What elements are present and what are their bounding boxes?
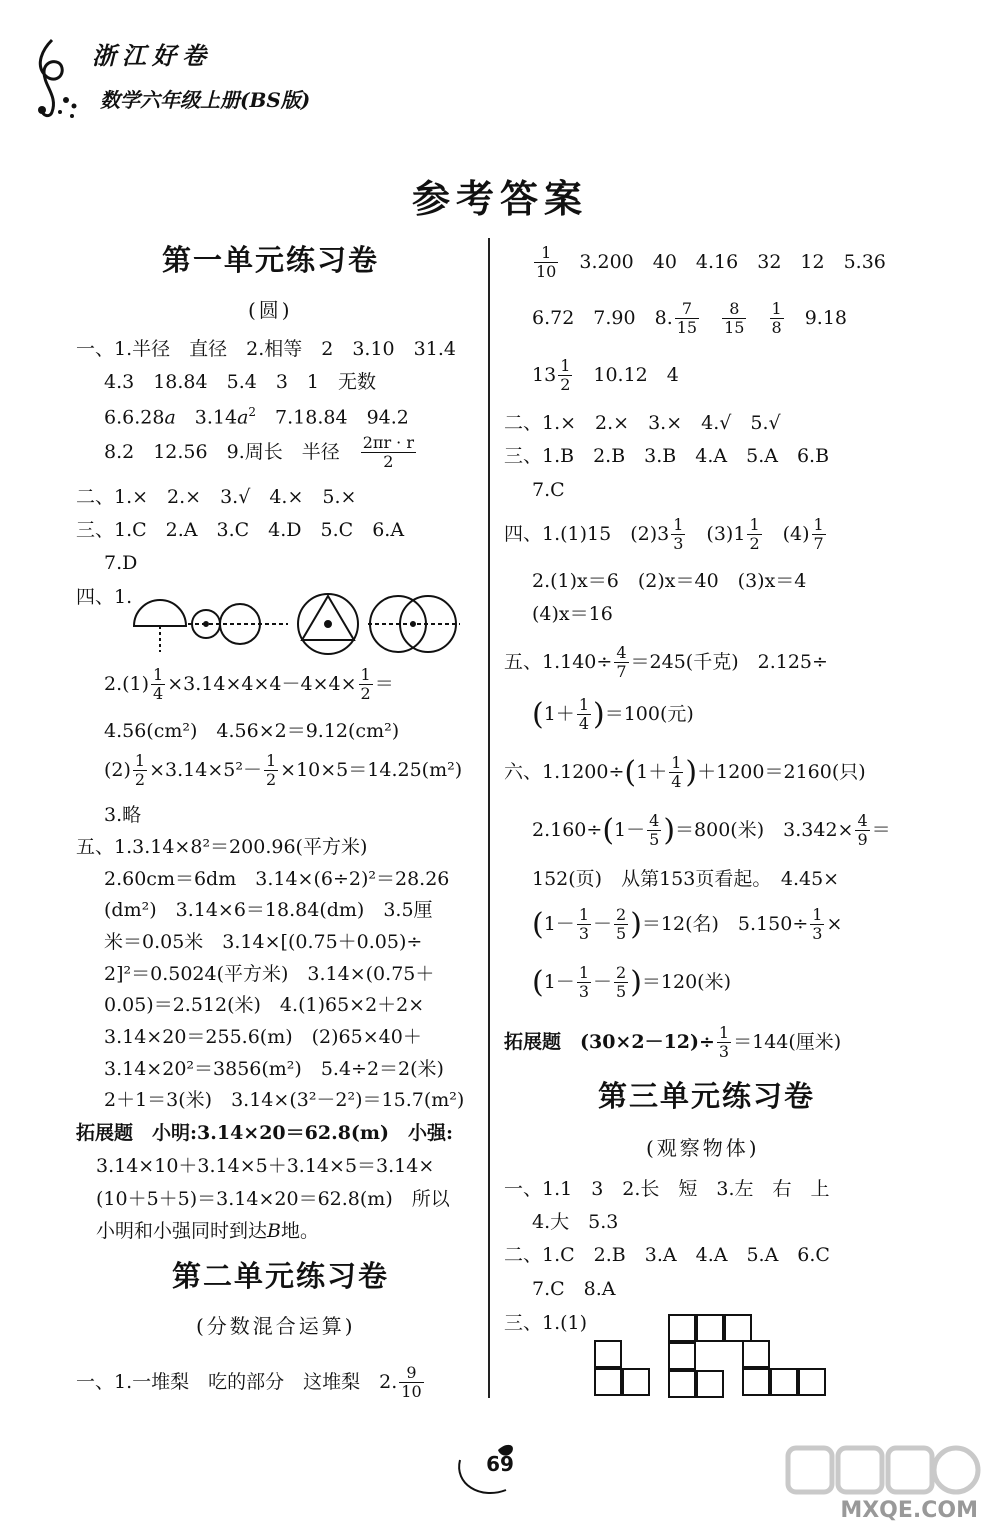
fraction [671, 516, 685, 554]
numerator: 1 [671, 753, 682, 772]
unit3-line-1: 一、1.1 3 2.长 短 3.左 右 上 [504, 1178, 830, 1200]
text-segment: 1－ [543, 970, 575, 993]
unit1-line-9 [104, 666, 394, 704]
numerator: 1 [265, 751, 277, 770]
text-segment: ＝245(千克) 2.125÷ [630, 650, 828, 673]
denominator: 4 [153, 684, 164, 704]
fraction [361, 434, 416, 472]
text-segment: (4) [763, 522, 810, 545]
block-square [742, 1340, 770, 1368]
text-segment: 一、1.一堆梨 吃的部分 这堆梨 2. [76, 1370, 398, 1393]
text-segment: ＝ [871, 818, 891, 841]
unit2-line-r13 [532, 812, 891, 850]
fraction [359, 666, 373, 704]
numerator: 7 [675, 300, 699, 319]
numerator: 1 [134, 751, 146, 770]
block-square [770, 1368, 798, 1396]
fraction [675, 300, 699, 338]
header-subtitle: 数学六年级上册(BS版) [100, 88, 311, 112]
fraction [133, 752, 147, 790]
text-segment: 1＋ [636, 760, 668, 783]
denominator: 4 [671, 772, 682, 792]
block-square [622, 1368, 650, 1396]
unit1-line-3 [104, 406, 409, 427]
text-segment: 2.(1) [104, 672, 150, 695]
numerator: 2 [616, 905, 627, 924]
right-column [490, 0, 1000, 1521]
unit2-line-r10 [504, 644, 828, 682]
fraction [722, 300, 746, 338]
denominator: 5 [616, 924, 627, 944]
numerator: 1 [578, 695, 589, 714]
fraction [399, 1364, 423, 1402]
unit2-line-r15 [532, 906, 842, 944]
unit1-line-10: 4.56(cm²) 4.56×2＝9.12(cm²) [104, 720, 400, 742]
denominator: 5 [649, 830, 660, 850]
text-segment: ( [624, 754, 637, 790]
text-segment: B [267, 1220, 281, 1242]
page-title: 参考答案 [411, 177, 588, 221]
semicircle-shape [134, 600, 186, 626]
text-segment: ( [602, 812, 615, 848]
unit2-line-r2 [532, 300, 847, 338]
unit1-line-7: 7.D [104, 552, 138, 574]
left-column [0, 0, 488, 1521]
unit1-topic: (圆) [248, 298, 293, 322]
denominator: 3 [812, 924, 823, 944]
unit1-line-17: 2]²＝0.5024(平方米) 3.14×(0.75＋ [104, 963, 435, 985]
numerator: 1 [534, 244, 558, 263]
text-segment: 1－ [543, 912, 575, 935]
numerator: 1 [560, 356, 571, 375]
denominator: 2 [360, 684, 371, 704]
text-segment: 8.2 12.56 9.周长 半径 [104, 440, 359, 463]
numerator: 9 [399, 1364, 423, 1383]
unit2-line-r7 [504, 516, 828, 554]
unit1-line-12: 3.略 [104, 804, 142, 826]
fraction [577, 964, 591, 1002]
text-segment: ×3.14×5²－ [149, 758, 262, 781]
numerator: 4 [857, 811, 868, 830]
text-segment: 6.72 7.90 8. [532, 306, 673, 329]
unit2-line-r6: 7.C [532, 479, 565, 501]
unit1-line-25 [96, 1222, 319, 1241]
denominator: 3 [718, 1042, 730, 1062]
text-segment: 6.6.28 [104, 406, 165, 429]
fraction [810, 906, 824, 944]
text-segment: ) [630, 964, 642, 1000]
numerator: 4 [616, 643, 627, 662]
denominator: 5 [616, 982, 627, 1002]
text-segment: ×3.14×4×4－4×4× [167, 672, 357, 695]
denominator: 2 [749, 534, 760, 554]
denominator: 2 [134, 770, 146, 790]
unit3-line-4: 7.C 8.A [532, 1278, 616, 1300]
unit3-line-2: 4.大 5.3 [532, 1211, 619, 1233]
text-segment: ( [532, 906, 544, 942]
text-segment: ) [685, 754, 698, 790]
unit2-line-r11 [532, 696, 694, 734]
text-segment: ( [532, 696, 544, 732]
denominator: 15 [724, 318, 745, 338]
numerator: 1 [360, 665, 371, 684]
numerator: 1 [813, 515, 824, 534]
numerator: 1 [673, 515, 684, 534]
watermark-text: MXQE.COM [840, 1498, 978, 1521]
text-segment: (2) [104, 758, 131, 781]
unit1-line-18: 0.05)＝2.512(米) 4.(1)65×2＋2× [104, 994, 425, 1016]
fraction [717, 1024, 731, 1062]
text-segment: ＝100(元) [604, 702, 694, 725]
fraction [669, 754, 683, 792]
text-segment: ) [663, 812, 676, 848]
text-segment: a [237, 406, 249, 429]
fraction [770, 300, 784, 338]
unit2-line-r4: 二、1.× 2.× 3.× 4.√ 5.√ [504, 412, 781, 434]
fraction [534, 244, 558, 282]
block-view-3 [742, 1340, 832, 1400]
unit1-line-21: 2＋1＝3(米) 3.14×(3²－2²)＝15.7(m²) [104, 1089, 465, 1111]
denominator: 15 [676, 318, 698, 338]
unit1-line-19: 3.14×20＝255.6(m) (2)65×40＋ [104, 1026, 422, 1048]
unit3-topic: (观察物体) [646, 1136, 760, 1160]
denominator: 3 [673, 534, 684, 554]
text-segment: ) [593, 696, 605, 732]
text-segment: － [593, 912, 613, 935]
text-segment: (3)1 [687, 522, 746, 545]
unit2-line-r17 [504, 1024, 841, 1062]
unit1-line-6: 三、1.C 2.A 3.C 4.D 5.C 6.A [76, 519, 405, 541]
unit2-line-r14: 152(页) 从第153页看起。 4.45× [532, 868, 840, 890]
denominator: 7 [813, 534, 824, 554]
unit1-line-4 [104, 434, 418, 472]
unit2-line-r9: (4)x＝16 [532, 603, 613, 625]
text-segment: 1＋ [543, 702, 575, 725]
text-segment: 2.160÷ [532, 818, 603, 841]
denominator: 2 [560, 375, 571, 395]
unit1-title: 第一单元练习卷 [162, 243, 380, 277]
unit1-line-8: 四、1. [76, 586, 133, 608]
text-segment: a [164, 406, 176, 429]
unit1-line-5: 二、1.× 2.× 3.√ 4.× 5.× [76, 486, 357, 508]
block-square [594, 1368, 622, 1396]
fraction [747, 516, 761, 554]
unit1-line-20: 3.14×20²＝3856(m²) 5.4÷2＝2(米) [104, 1058, 444, 1080]
unit2-line-1 [76, 1364, 426, 1402]
text-segment: 3.14 [175, 406, 238, 429]
text-segment: 13 [532, 363, 557, 386]
block-view-1 [594, 1340, 654, 1400]
text-segment: ＝12(名) 5.150÷ [641, 912, 809, 935]
text-segment: 五、1.140÷ [504, 650, 613, 673]
denominator: 4 [578, 714, 589, 734]
denominator: 2 [383, 452, 394, 472]
block-square [594, 1340, 622, 1368]
unit2-line-r5: 三、1.B 2.B 3.B 4.A 5.A 6.B [504, 445, 830, 467]
block-square [696, 1370, 724, 1398]
text-segment: 2 [248, 405, 257, 419]
denominator: 10 [536, 262, 557, 282]
unit2-line-r1 [532, 244, 886, 282]
text-segment: ＝144(厘米) [733, 1030, 842, 1053]
denominator: 7 [616, 662, 627, 682]
unit2-line-r12 [504, 754, 866, 792]
numerator: 1 [578, 905, 589, 924]
text-segment: ＝120(米) [641, 970, 732, 993]
numerator: 4 [649, 811, 660, 830]
numerator: 8 [722, 300, 746, 319]
text-segment: 9.18 [785, 306, 847, 329]
denominator: 8 [771, 318, 782, 338]
numerator: 1 [812, 905, 823, 924]
fraction [577, 696, 591, 734]
unit3-line-5: 三、1.(1) [504, 1312, 588, 1334]
block-square [724, 1314, 752, 1342]
text-segment: 地。 [280, 1220, 319, 1242]
text-segment: ＋1200＝2160(只) [697, 760, 866, 783]
unit2-line-r3 [532, 357, 679, 395]
unit3-title: 第三单元练习卷 [598, 1079, 816, 1113]
block-square [696, 1314, 724, 1342]
unit3-line-3: 二、1.C 2.B 3.A 4.A 5.A 6.C [504, 1244, 830, 1266]
unit2-title: 第二单元练习卷 [172, 1259, 390, 1293]
fraction [151, 666, 165, 704]
unit1-line-24: (10＋5＋5)＝3.14×20＝62.8(m) 所以 [96, 1188, 450, 1210]
numerator: 1 [718, 1023, 730, 1042]
fraction [558, 357, 572, 395]
numerator: 2πr · r [362, 433, 414, 452]
denominator: 10 [401, 1382, 422, 1402]
header-title: 浙江好卷 [92, 41, 212, 70]
inscribed-triangle [302, 596, 354, 640]
denominator: 3 [578, 924, 589, 944]
circle-drawings-figure [128, 590, 468, 660]
denominator: 2 [265, 770, 277, 790]
text-segment: ＝800(米) 3.342× [675, 818, 854, 841]
text-segment: 3.200 40 4.16 32 12 5.36 [560, 250, 886, 273]
block-square [668, 1314, 696, 1342]
unit2-topic: (分数混合运算) [196, 1314, 356, 1338]
unit1-line-22: 拓展题 小明:3.14×20＝62.8(m) 小强: [76, 1122, 454, 1144]
fraction [812, 516, 826, 554]
block-square [798, 1368, 826, 1396]
denominator: 3 [578, 982, 589, 1002]
text-segment: － [593, 970, 613, 993]
fraction [855, 812, 869, 850]
text-segment: ) [630, 906, 642, 942]
text-segment: 拓展题 (30×2－12)÷ [504, 1030, 715, 1053]
unit1-line-1: 一、1.半径 直径 2.相等 2 3.10 31.4 [76, 338, 456, 360]
text-segment: ＝ [374, 672, 394, 695]
fraction [264, 752, 278, 790]
numerator: 1 [153, 665, 164, 684]
page-number: 69 [486, 1452, 514, 1476]
unit1-line-14: 2.60cm＝6dm 3.14×(6÷2)²＝28.26 [104, 868, 450, 890]
block-square [742, 1368, 770, 1396]
text-segment: 10.12 4 [574, 363, 679, 386]
text-segment: 六、1.1200÷ [504, 760, 625, 783]
denominator: 9 [857, 830, 868, 850]
block-square [668, 1370, 696, 1398]
text-segment: ×10×5＝14.25(m²) [280, 758, 463, 781]
text-segment: 四、1.(1)15 (2)3 [504, 522, 670, 545]
text-segment: ( [532, 964, 544, 1000]
unit2-line-r16 [532, 964, 731, 1002]
unit1-line-15: (dm²) 3.14×6＝18.84(dm) 3.5厘 [104, 899, 433, 921]
fraction [614, 964, 628, 1002]
numerator: 1 [771, 299, 782, 318]
numerator: 1 [578, 963, 589, 982]
numerator: 2 [616, 963, 627, 982]
text-segment: 7.18.84 94.2 [256, 406, 409, 429]
fraction [577, 906, 591, 944]
unit1-line-11 [104, 752, 462, 790]
unit2-line-r8: 2.(1)x＝6 (2)x＝40 (3)x＝4 [532, 570, 807, 592]
text-segment: 小明和小强同时到达 [96, 1220, 268, 1242]
unit1-line-23: 3.14×10＋3.14×5＋3.14×5＝3.14× [96, 1155, 435, 1177]
fraction [647, 812, 661, 850]
text-segment: × [826, 912, 843, 935]
fraction [614, 644, 628, 682]
block-square [668, 1342, 696, 1370]
text-segment: 1－ [614, 818, 646, 841]
numerator: 1 [749, 515, 760, 534]
unit1-line-16: 米＝0.05米 3.14×[(0.75＋0.05)÷ [104, 931, 423, 953]
fraction [614, 906, 628, 944]
unit1-line-2: 4.3 18.84 5.4 3 1 无数 [104, 371, 377, 393]
unit1-line-13: 五、1.3.14×8²＝200.96(平方米) [76, 836, 368, 858]
